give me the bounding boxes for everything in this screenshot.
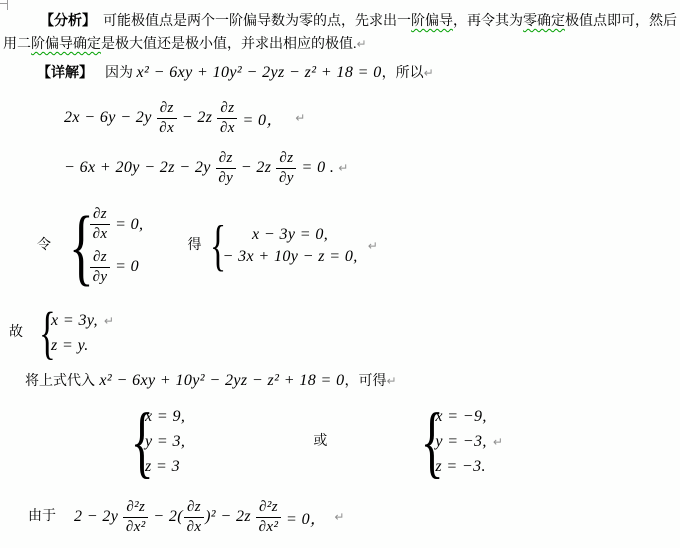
return-mark-icon: ↵ (356, 37, 367, 51)
grammar-wavy-underline-text: 阶偏导确定 (31, 37, 101, 52)
system-column (51, 312, 114, 355)
fraction-numerator: ∂²z (123, 499, 148, 518)
return-mark-icon: ↵ (103, 313, 114, 328)
or-word: 或 (313, 434, 328, 449)
fraction-numerator: ∂z (276, 150, 296, 169)
math-text: − 2z (240, 159, 272, 176)
system-row: z = −3. (435, 458, 486, 475)
detail-text: 因为 (105, 66, 137, 81)
math-text: − 2( (153, 508, 183, 525)
return-mark-icon: ↵ (334, 510, 345, 524)
left-curly-brace: { (210, 215, 227, 277)
analysis-line-1 (40, 11, 677, 33)
return-mark-icon: ↵ (492, 435, 503, 449)
substitution-line (25, 370, 397, 393)
fraction-numerator: ∂z (90, 206, 110, 225)
left-curly-brace: { (39, 300, 56, 365)
math-text: x = 3y, (51, 311, 98, 329)
detail-text: ，所以 (381, 66, 424, 81)
fraction (217, 100, 237, 137)
text-boundary-corner-mark (7, 0, 8, 10)
math-text: = 0, (115, 215, 144, 233)
analysis-line-2 (3, 33, 367, 56)
system-row: x = −9, (435, 408, 487, 425)
substitution-text: 将上式代入 (25, 374, 95, 389)
fraction-denominator: ∂x² (125, 518, 146, 535)
fraction-denominator: ∂y (279, 169, 294, 186)
fraction-numerator: ∂²z (256, 499, 281, 518)
fraction-denominator: ∂x (92, 226, 108, 243)
system-partials-zero (37, 198, 378, 294)
grammar-wavy-underline-text: 阶偏导 (411, 14, 453, 29)
fraction-denominator: ∂y (92, 268, 108, 285)
math-text: − 6x + 20y − 2z − 2y (64, 159, 211, 176)
math-text: = 0 (115, 258, 140, 276)
system-row: x = 9, (145, 408, 186, 425)
return-mark-icon: ↵ (386, 374, 397, 388)
system-row: z = y. (51, 336, 89, 354)
fraction (256, 499, 281, 536)
fraction-numerator: ∂z (184, 499, 204, 518)
lead-word: 令 (37, 238, 51, 253)
fraction-denominator: ∂x (219, 119, 235, 136)
math-text: = 0 . (301, 159, 335, 176)
solution-systems (127, 398, 503, 486)
fraction-denominator: ∂y (218, 169, 234, 186)
fraction-denominator: ∂x² (258, 518, 279, 535)
system-row: y = 3, (145, 433, 186, 450)
left-curly-brace: { (130, 398, 154, 486)
implicit-equation: x² − 6xy + 10y² − 2yz − z² + 18 = 0 (95, 372, 345, 389)
return-mark-icon: ↵ (423, 66, 434, 80)
implicit-equation: x² − 6xy + 10y² − 2yz − z² + 18 = 0 (136, 64, 382, 81)
detail-line (37, 62, 434, 85)
fraction-numerator: ∂z (216, 150, 236, 169)
analysis-text: 极值点即可，然后 (565, 14, 677, 29)
fraction (216, 150, 236, 187)
analysis-label: 【分析】 (40, 14, 96, 29)
grammar-wavy-underline-text: 零确定 (523, 14, 565, 29)
fraction (276, 150, 296, 187)
left-curly-brace: { (420, 398, 444, 486)
system-row (85, 206, 143, 243)
left-curly-brace: { (69, 198, 94, 294)
math-text: − 2z (181, 109, 213, 126)
fraction-denominator: ∂x (186, 518, 202, 535)
system-row (51, 312, 114, 330)
substitution-text: ，可得 (344, 374, 387, 389)
math-text: )² − 2z (205, 508, 252, 525)
system-right-column (222, 226, 357, 266)
math-text: = 0， (242, 111, 288, 129)
fraction-numerator: ∂z (90, 249, 110, 268)
equation-dz-dx (64, 96, 305, 140)
lead-word: 得 (187, 238, 202, 253)
fraction-numerator: ∂z (157, 100, 177, 119)
analysis-text: 是极大值还是极小值，并求出相应的极值. (101, 37, 357, 52)
system-row: − 3x + 10y − z = 0, (222, 248, 358, 265)
analysis-text: 可能极值点是两个一阶偏导数为零的点，先求出一 (103, 14, 411, 29)
fraction (184, 499, 204, 536)
return-mark-icon: ↵ (295, 111, 306, 125)
analysis-text: ，再令其为 (453, 14, 523, 29)
math-text: = 0， (285, 510, 327, 528)
math-text: 2x − 6y − 2y (64, 109, 152, 126)
fraction-denominator: ∂x (159, 119, 175, 136)
fraction-numerator: ∂z (217, 100, 237, 119)
fraction (123, 499, 148, 536)
system-x3y (9, 302, 114, 364)
detail-label: 【详解】 (37, 66, 93, 81)
lead-word: 由于 (28, 509, 56, 524)
system-row: z = 3 (145, 458, 181, 475)
system-row: x − 3y = 0, (251, 226, 329, 243)
system-row: y = −3, (435, 433, 487, 450)
lead-word: 故 (9, 325, 23, 340)
equation-dz-dy (64, 145, 348, 191)
system-left-column (85, 206, 143, 285)
fraction (157, 100, 177, 137)
return-mark-icon: ↵ (367, 239, 378, 253)
second-derivative-equation (28, 491, 344, 543)
return-mark-icon: ↵ (338, 161, 349, 175)
analysis-text: 用二 (3, 37, 31, 52)
math-text: 2 − 2y (74, 508, 119, 525)
